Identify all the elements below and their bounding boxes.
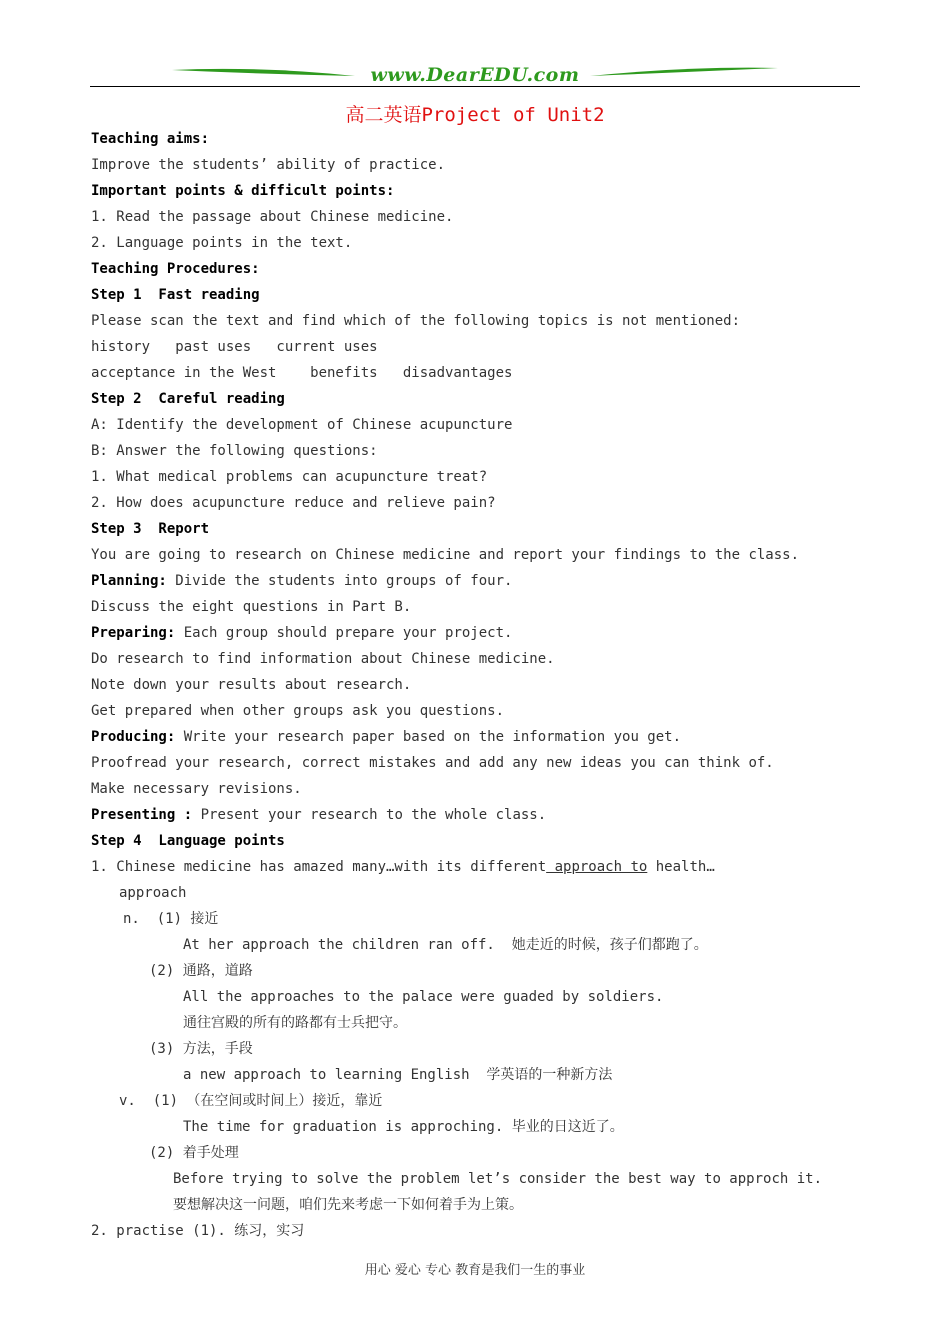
text-line: B: Answer the following questions: xyxy=(91,443,378,459)
text-line xyxy=(91,854,871,880)
heading-teaching-aims: Teaching aims: xyxy=(91,131,210,147)
text-span: Divide the students into groups of four. xyxy=(166,573,513,589)
underlined-phrase: approach to xyxy=(546,859,648,875)
text-line: All the approaches to the palace were guaded by soldiers. xyxy=(183,989,664,1005)
text-line: Note down your results about research. xyxy=(91,677,412,693)
text-line: history past uses current uses xyxy=(91,339,378,355)
text-line: v. (1) （在空间或时间上）接近，靠近 xyxy=(119,1093,383,1109)
text-line: 2. Language points in the text. xyxy=(91,235,353,251)
text-line: The time for graduation is approching. 毕业的日这近了。 xyxy=(183,1119,624,1135)
text-line: Do research to find information about Chinese medicine. xyxy=(91,651,555,667)
text-line: You are going to research on Chinese medicine and report your findings to the class. xyxy=(91,547,800,563)
page-footer: 用心 爱心 专心 教育是我们一生的事业 xyxy=(364,1263,586,1278)
text-line: a new approach to learning English 学英语的一种新方法 xyxy=(183,1067,613,1083)
text-line: Improve the students’ ability of practice. xyxy=(91,157,446,173)
text-line: A: Identify the development of Chinese acupuncture xyxy=(91,417,513,433)
text-line xyxy=(91,620,871,646)
page-title: 高二英语Project of Unit2 xyxy=(345,104,605,126)
text-span: 1. Chinese medicine has amazed many…with its different xyxy=(91,859,547,875)
label-preparing: Preparing: xyxy=(91,625,176,641)
heading-step-2: Step 2 Careful reading xyxy=(91,391,285,407)
text-span: health… xyxy=(647,859,715,875)
text-line: Please scan the text and find which of the following topics is not mentioned: xyxy=(91,313,741,329)
text-span: Present your research to the whole class. xyxy=(192,807,547,823)
text-line: (2) 着手处理 xyxy=(149,1145,239,1161)
text-line xyxy=(91,802,871,828)
text-span: Write your research paper based on the information you get. xyxy=(175,729,682,745)
text-line: 2. practise (1). 练习，实习 xyxy=(91,1223,305,1239)
document-body xyxy=(91,126,871,1244)
label-producing: Producing: xyxy=(91,729,176,745)
text-line: 通往宫殿的所有的路都有士兵把守。 xyxy=(183,1015,407,1031)
text-span: Each group should prepare your project. xyxy=(175,625,513,641)
label-presenting: Presenting : xyxy=(91,807,193,823)
text-line: Proofread your research, correct mistakes and add any new ideas you can think of. xyxy=(91,755,774,771)
site-logo: www.DearEDU.com xyxy=(370,64,580,86)
text-line: 要想解决这一问题，咱们先来考虑一下如何着手为上策。 xyxy=(173,1197,523,1213)
heading-step-1: Step 1 Fast reading xyxy=(91,287,260,303)
header-rule xyxy=(90,86,860,87)
heading-important-points: Important points & difficult points: xyxy=(91,183,395,199)
header-banner xyxy=(90,62,860,92)
text-line: Make necessary revisions. xyxy=(91,781,302,797)
text-line: Discuss the eight questions in Part B. xyxy=(91,599,412,615)
text-line xyxy=(91,724,871,750)
heading-teaching-procedures: Teaching Procedures: xyxy=(91,261,260,277)
text-line: 1. Read the passage about Chinese medicine. xyxy=(91,209,454,225)
text-line: Before trying to solve the problem let’s consider the best way to approch it. xyxy=(173,1171,823,1187)
text-line: 2. How does acupuncture reduce and relieve pain? xyxy=(91,495,496,511)
label-planning: Planning: xyxy=(91,573,167,589)
text-line xyxy=(91,568,871,594)
text-line: Get prepared when other groups ask you questions. xyxy=(91,703,505,719)
text-line: (3) 方法，手段 xyxy=(149,1041,253,1057)
heading-step-4: Step 4 Language points xyxy=(91,833,285,849)
text-line: (2) 通路，道路 xyxy=(149,963,253,979)
text-line: n. (1) 接近 xyxy=(123,911,219,927)
heading-step-3: Step 3 Report xyxy=(91,521,210,537)
text-line: acceptance in the West benefits disadvantages xyxy=(91,365,513,381)
text-line: 1. What medical problems can acupuncture treat? xyxy=(91,469,488,485)
text-line: approach xyxy=(119,885,187,901)
text-line: At her approach the children ran off. 她走近的时候，孩子们都跑了。 xyxy=(183,937,708,953)
